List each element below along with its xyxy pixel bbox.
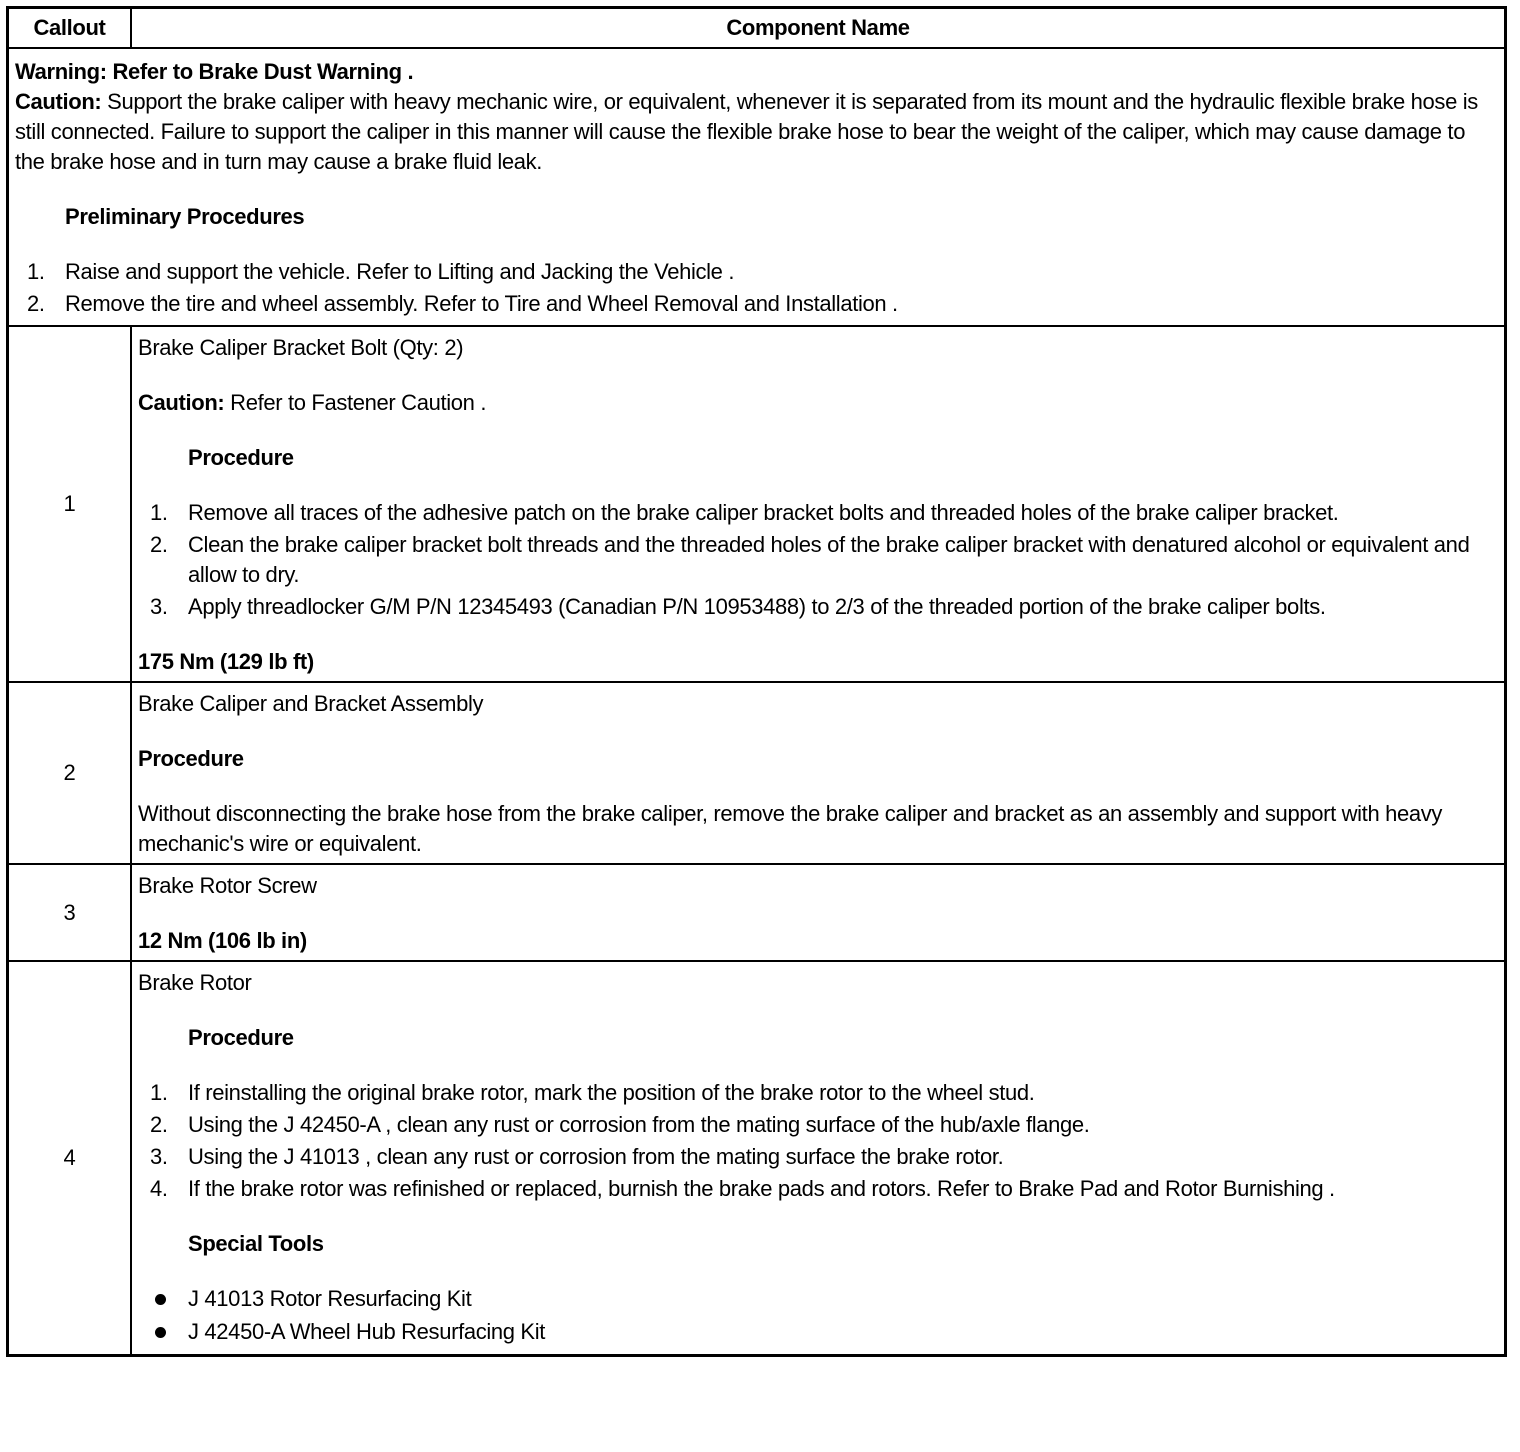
special-tools-list: [138, 1284, 1500, 1347]
step-number: 3.: [150, 1144, 168, 1169]
component-header: Component Name: [131, 8, 1506, 49]
torque-spec: 175 Nm (129 lb ft): [138, 649, 314, 674]
procedure-table: [6, 6, 1507, 1357]
caution-label: Caution:: [15, 89, 102, 114]
warning-text: Refer to Brake Dust Warning .: [112, 59, 414, 84]
step-text: If the brake rotor was refinished or replaced, burnish the brake pads and rotors. Refer to Brake Pad and Rotor Burnishing .: [188, 1176, 1335, 1201]
prelim-heading: Preliminary Procedures: [65, 204, 305, 229]
list-item: [138, 1078, 1500, 1108]
caution-line: [15, 87, 1500, 177]
tool-text: J 41013 Rotor Resurfacing Kit: [188, 1286, 472, 1311]
warning-label: Warning:: [15, 59, 107, 84]
table-row: [8, 961, 1506, 1356]
caution-text: Refer to Fastener Caution .: [230, 390, 487, 415]
component-cell: [131, 682, 1506, 864]
step-text: Remove all traces of the adhesive patch on the brake caliper bracket bolts and threaded holes of the brake caliper bracket.: [188, 500, 1339, 525]
table-row: [8, 326, 1506, 682]
callout-header: Callout: [8, 8, 132, 49]
procedure-heading: Procedure: [188, 445, 294, 470]
procedure-heading: Procedure: [138, 746, 244, 771]
step-number: 2.: [27, 291, 45, 316]
component-name: Brake Rotor Screw: [138, 873, 317, 898]
procedure-steps: [138, 498, 1500, 622]
list-item: [138, 1284, 1500, 1314]
special-tools-heading: Special Tools: [188, 1231, 324, 1256]
table-row: [8, 682, 1506, 864]
step-number: 1.: [150, 500, 168, 525]
step-number: 2.: [150, 532, 168, 557]
list-item: [15, 289, 1500, 319]
procedure-heading: Procedure: [188, 1025, 294, 1050]
list-item: [138, 1110, 1500, 1140]
warning-line: [15, 57, 1500, 87]
component-cell: [131, 864, 1506, 961]
bullet-icon: [155, 1294, 166, 1305]
step-number: 1.: [27, 259, 45, 284]
intro-cell: [8, 48, 1506, 326]
torque-spec: 12 Nm (106 lb in): [138, 928, 307, 953]
table-row: [8, 864, 1506, 961]
callout-cell: 4: [8, 961, 132, 1356]
procedure-steps: [138, 1078, 1500, 1204]
list-item: [138, 498, 1500, 528]
step-text: Using the J 41013 , clean any rust or corrosion from the mating surface the brake rotor.: [188, 1144, 1004, 1169]
list-item: [138, 1142, 1500, 1172]
prelim-steps: [15, 257, 1500, 319]
tool-text: J 42450-A Wheel Hub Resurfacing Kit: [188, 1319, 546, 1344]
component-name: Brake Caliper Bracket Bolt (Qty: 2): [138, 335, 464, 360]
caution-line: [138, 388, 1500, 418]
step-text: Using the J 42450-A , clean any rust or corrosion from the mating surface of the hub/axle flange.: [188, 1112, 1090, 1137]
step-number: 4.: [150, 1176, 168, 1201]
component-name: Brake Caliper and Bracket Assembly: [138, 691, 484, 716]
step-text: If reinstalling the original brake rotor, mark the position of the brake rotor to the wheel stud.: [188, 1080, 1035, 1105]
step-text: Apply threadlocker G/M P/N 12345493 (Canadian P/N 10953488) to 2/3 of the threaded portion of the brake caliper bolts.: [188, 594, 1326, 619]
step-number: 3.: [150, 594, 168, 619]
step-text: Remove the tire and wheel assembly. Refer to Tire and Wheel Removal and Installation .: [65, 291, 898, 316]
component-cell: [131, 326, 1506, 682]
component-name: Brake Rotor: [138, 970, 252, 995]
procedure-text: Without disconnecting the brake hose from the brake caliper, remove the brake caliper and bracket as an assembly and support with heavy mechanic's wire or equivalent.: [138, 801, 1443, 856]
step-text: Raise and support the vehicle. Refer to Lifting and Jacking the Vehicle .: [65, 259, 735, 284]
list-item: [15, 257, 1500, 287]
intro-row: [8, 48, 1506, 326]
step-number: 1.: [150, 1080, 168, 1105]
step-text: Clean the brake caliper bracket bolt threads and the threaded holes of the brake caliper bracket with denatured alcohol or equivalent and allow to dry.: [188, 532, 1470, 587]
callout-cell: 3: [8, 864, 132, 961]
caution-text: Support the brake caliper with heavy mechanic wire, or equivalent, whenever it is separated from its mount and the hydraulic flexible brake hose is still connected. Failure to support the caliper in this manner will cause the flexible brake hose to bear the weight of the caliper, which may cause damage to the brake hose and in turn may cause a brake fluid leak.: [15, 89, 1478, 174]
list-item: [138, 1174, 1500, 1204]
list-item: [138, 530, 1500, 590]
header-row: [8, 8, 1506, 49]
step-number: 2.: [150, 1112, 168, 1137]
callout-cell: 1: [8, 326, 132, 682]
list-item: [138, 592, 1500, 622]
callout-cell: 2: [8, 682, 132, 864]
caution-label: Caution:: [138, 390, 225, 415]
list-item: [138, 1317, 1500, 1347]
bullet-icon: [155, 1327, 166, 1338]
component-cell: [131, 961, 1506, 1356]
